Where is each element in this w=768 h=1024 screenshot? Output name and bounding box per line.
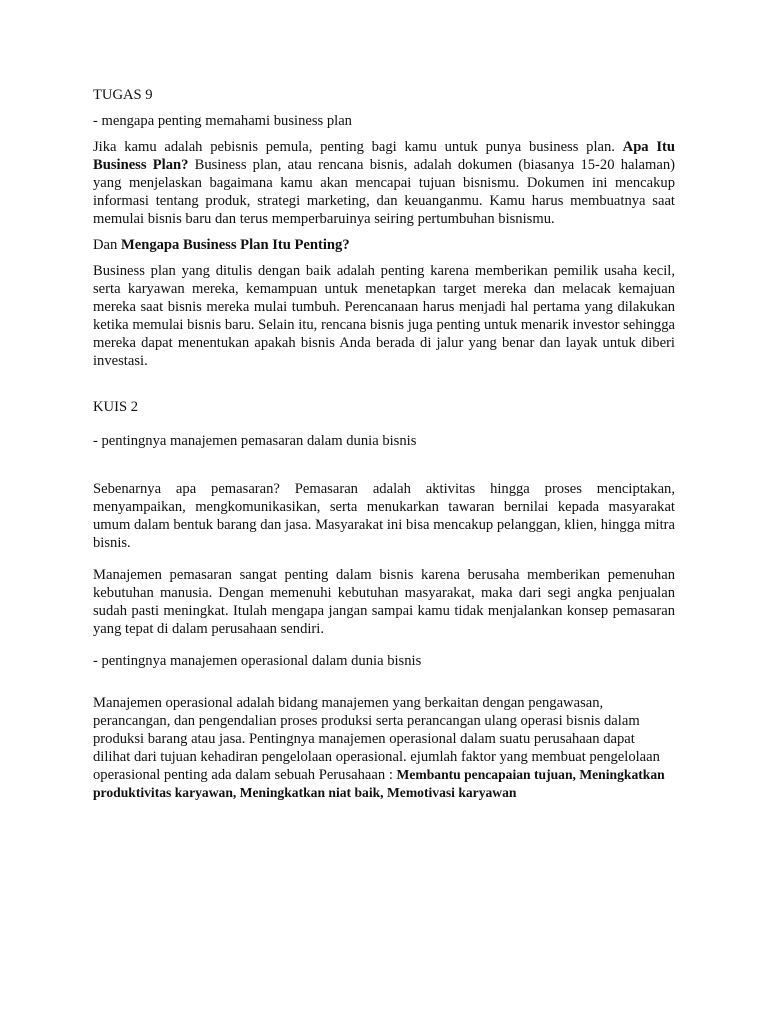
paragraph-operations-management [93, 694, 675, 802]
paragraph-marketing-definition: Sebenarnya apa pemasaran? Pemasaran adalah aktivitas hingga proses menciptakan, menyampaikan, mengkomunikasikan, serta menukarkan tawaran bernilai kepada masyarakat umum dalam bentuk barang dan jasa. Masyarakat ini bisa mencakup pelanggan, klien, hingga mitra bisnis. [93, 481, 675, 551]
bold-phrase: Mengapa Business Plan Itu Penting? [120, 237, 350, 253]
question-why-important [93, 236, 675, 254]
paragraph-business-plan-importance: Business plan yang ditulis dengan baik adalah penting karena memberikan pemilik usaha kecil, serta karyawan mereka, kemampuan untuk menetapkan target mereka dan melacak kemajuan mereka saat bisnis mereka mulai tumbuh. Perencanaan harus menjadi hal pertama yang dilakukan ketika memulai bisnis baru. Selain itu, rencana bisnis juga penting untuk menarik investor sehingga mereka dapat menentukan apakah bisnis Anda berada di jalur yang benar dan layak untuk diberi investasi. [93, 263, 675, 369]
question-business-plan: - mengapa penting memahami business plan [93, 113, 352, 129]
kuis-heading: KUIS 2 [93, 399, 138, 415]
paragraph-text: Business plan, atau rencana bisnis, adalah dokumen (biasanya 15-20 halaman) yang menjelaskan bagaimana kamu akan mencapai tujuan bisnismu. Dokumen ini mencakup informasi tentang produk, strategi marketing, dan keuanganmu. Kamu harus membuatnya saat memulai bisnis baru dan terus memperbaruinya seiring pertumbuhan bisnismu. [93, 157, 675, 227]
paragraph-text: Dan [93, 237, 121, 253]
bold-phrase: Apa Itu Business Plan? [93, 139, 675, 173]
paragraph-business-plan-intro [93, 138, 675, 228]
tugas-heading: TUGAS 9 [93, 87, 153, 103]
question-operations-management: - pentingnya manajemen operasional dalam dunia bisnis [93, 653, 422, 669]
question-marketing-management: - pentingnya manajemen pemasaran dalam dunia bisnis [93, 433, 417, 449]
paragraph-marketing-importance: Manajemen pemasaran sangat penting dalam bisnis karena berusaha memberikan pemenuhan kebutuhan manusia. Dengan memenuhi kebutuhan masyarakat, maka dari segi angka penjualan sudah pasti meningkat. Itulah mengapa jangan sampai kamu tidak menjalankan konsep pemasaran yang tepat di dalam perusahaan sendiri. [93, 567, 675, 637]
document-page [93, 86, 675, 802]
bold-phrase: Membantu pencapaian tujuan, Meningkatkan produktivitas karyawan, Meningkatkan niat baik, Memotivasi karyawan [93, 767, 665, 800]
paragraph-text: Manajemen operasional adalah bidang manajemen yang berkaitan dengan pengawasan, perancangan, dan pengendalian proses produksi serta perancangan ulang operasi bisnis dalam produksi barang atau jasa. Pentingnya manajemen operasional dalam suatu perusahaan dapat dilihat dari tujuan kehadiran pengelolaan operasional. ejumlah faktor yang membuat pengelolaan operasional penting ada dalam sebuah Perusahaan : [93, 695, 660, 783]
paragraph-text: Jika kamu adalah pebisnis pemula, penting bagi kamu untuk punya business plan. [93, 139, 623, 155]
